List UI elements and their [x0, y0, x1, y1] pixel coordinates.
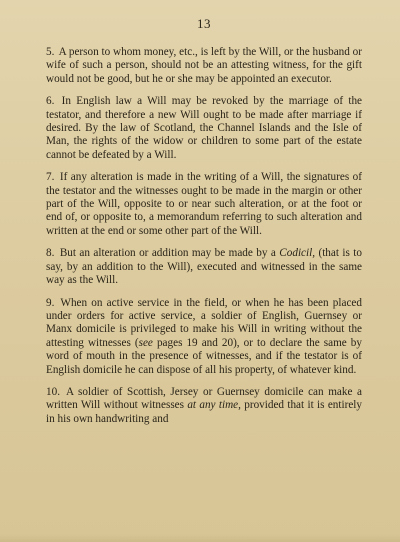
paragraph-text: In English law a Will may be revoked by the marriage of the testator, and therefore a new Will ought to be made after marriage if desired. By the law of Scotland, the Channel Islands and the Isle of Man, the rights of the widow or children to some part of the estate cannot be defeated by a Will. — [46, 95, 363, 161]
paragraph-9 — [46, 297, 362, 377]
page-bottom-edge — [0, 534, 400, 542]
paragraph-text: If any alteration is made in the writing of a Will, the signatures of the testator and the witnesses ought to be made in the margin or other part of the Will, opposite to or near such alteration, or at the foot or end of, or opposite to, a memorandum referring to such alteration and written at the end or some other part of the Will. — [46, 171, 362, 237]
paragraph-7 — [46, 171, 362, 238]
paragraph-5 — [46, 46, 362, 86]
paragraph-text: A person to whom money, etc., is left by the Will, or the husband or wife of such a person, should not be an attesting witness, for the gift would not be good, but he or she may be appointed an executor. — [46, 46, 362, 85]
paragraph-italic-term: at any time, — [187, 399, 241, 412]
paragraph-italic-term: see — [138, 336, 153, 349]
paragraph-number: 8. — [46, 247, 55, 260]
paragraph-number: 5. — [46, 46, 55, 58]
paragraph-text-after: provided that it is entirely in his own handwriting and — [46, 399, 362, 425]
paragraph-text-before: When on active service in the field, or when he has been placed under orders for active service, a soldier of English, Guernsey or Manx domicile is privileged to make his Will in writing without the attesting witnesses ( — [46, 296, 362, 349]
paragraph-number: 7. — [46, 171, 55, 184]
paragraph-number: 10. — [46, 385, 60, 398]
paragraph-text-before: A soldier of Scottish, Jersey or Guernsey domicile can make a written Will without witnesses — [46, 385, 362, 412]
paragraph-10 — [46, 386, 362, 426]
paragraph-number: 6. — [46, 95, 55, 108]
paragraph-8 — [46, 247, 362, 287]
paragraph-text-after: pages 19 and 20), or to declare the same by word of mouth in the presence of witnesses, and if the testator is of English domicile he can dispose of all his property, of whatever kind. — [46, 336, 362, 376]
paragraph-6 — [46, 95, 362, 162]
paragraph-number: 9. — [46, 296, 55, 309]
paragraph-text-before: But an alteration or addition may be made by a — [59, 247, 280, 260]
page-number: 13 — [197, 16, 211, 31]
paragraph-italic-term: Codicil, — [279, 247, 316, 260]
paragraph-text-after: (that is to say, by an addition to the Will), executed and witnessed in the same way as the Will. — [46, 247, 363, 287]
